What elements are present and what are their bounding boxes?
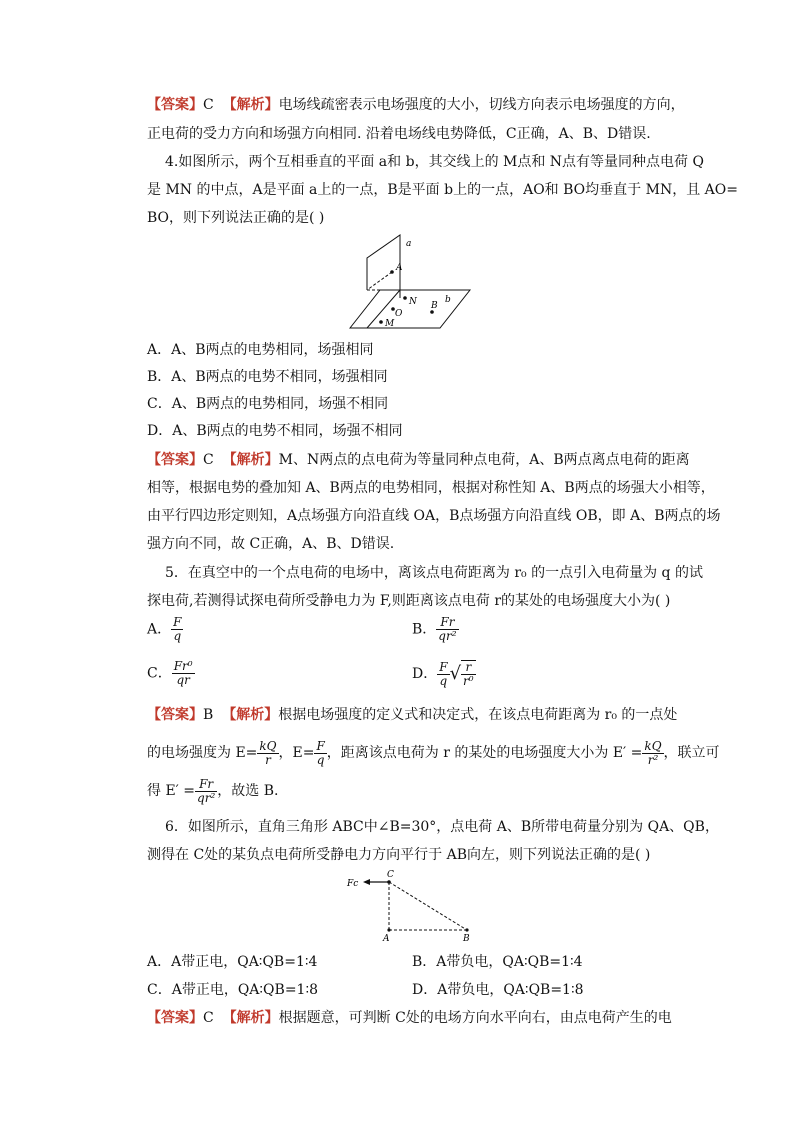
fraction: $\frac{Fr}{\text{qr²}}$ <box>197 776 216 805</box>
point-N <box>403 296 407 300</box>
q4-stem-line3: BO，则下列说法正确的是( ) <box>147 210 325 226</box>
point-M <box>379 320 383 324</box>
q6-triangle-figure <box>345 866 475 946</box>
q4-answer-line1: 【答案】C 【解析】M、N两点的点电荷为等量同种点电荷，A、B两点离点电荷的距离 <box>147 452 690 468</box>
explain-tag: 【解析】 <box>222 452 279 468</box>
explain-tag: 【解析】 <box>222 707 279 723</box>
fraction: $\frac{\text{Fr⁰}}{qr}$ <box>173 659 193 687</box>
q4-explain-line3: 由平行四边形定则知，A点场强方向沿直线 OA，B点场强方向沿直线 OB，即 A、B两点的场 <box>147 508 721 524</box>
explain-tag: 【解析】 <box>222 97 279 113</box>
q5-answer-line1: 【答案】B 【解析】根据电场强度的定义式和决定式，在该点电荷距离为 r₀ 的一点处 <box>147 707 678 723</box>
answer-tag: 【答案】 <box>147 97 203 113</box>
q6-answer-line1: 【答案】C 【解析】根据题意，可判断 C处的电场方向水平向右，由点电荷产生的电 <box>147 1010 672 1026</box>
q5-stem-line1: 5．在真空中的一个点电荷的电场中，离该点电荷距离为 r₀ 的一点引入电荷量为 q 的试 <box>165 565 703 581</box>
point-A <box>387 928 390 931</box>
q4-option-c: C．A、B两点的电势相同，场强不相同 <box>147 396 389 412</box>
fraction: $\frac{F}{q}$ <box>316 738 325 767</box>
q6-stem-line2: 测得在 C处的某负点电荷所受静电力方向平行于 AB向左，则下列说法正确的是( ) <box>147 847 651 863</box>
label-b: b <box>445 295 451 305</box>
label-A: A <box>396 263 403 273</box>
label-M: M <box>385 319 395 329</box>
fraction: $\frac{F}{q}$ <box>439 659 448 688</box>
q5-option-b: B． $\frac{Fr}{\text{qr²}}$ <box>412 615 457 643</box>
label-C: C <box>387 870 394 880</box>
plane-b <box>350 290 470 328</box>
label-B: B <box>463 934 470 944</box>
q4-option-a: A．A、B两点的电势相同，场强相同 <box>147 342 374 358</box>
point-C <box>387 880 391 884</box>
q6-option-a: A．A带正电，QA∶QB=1∶4 <box>147 954 318 970</box>
q6-option-b: B．A带负电，QA∶QB=1∶4 <box>412 954 583 970</box>
q6-stem-line1: 6．如图所示，直角三角形 ABC中∠B=30°，点电荷 A、B所带电荷量分别为 QA、QB， <box>165 819 719 835</box>
fraction: $\frac{kQ}{r}$ <box>259 738 277 767</box>
q4-explain-line4: 强方向不同，故 C正确，A、B、D错误. <box>147 536 395 552</box>
q3-answer-line1: 【答案】C 【解析】电场线疏密表示电场强度的大小，切线方向表示电场强度的方向， <box>147 97 685 113</box>
fraction: $\frac{F}{q}$ <box>173 615 182 643</box>
q3-answer-line2: 正电荷的受力方向和场强方向相同. 沿着电场线电势降低，C正确，A、B、D错误. <box>147 126 651 142</box>
explain-tag: 【解析】 <box>222 1010 279 1026</box>
side-CB <box>389 882 467 930</box>
arrow-head <box>363 879 370 885</box>
point-B <box>465 928 468 931</box>
label-B: B <box>431 301 438 311</box>
fraction: $\frac{r}{\text{r⁰}}$ <box>463 660 474 688</box>
q5-stem-line2: 探电荷,若测得试探电荷所受静电力为 F,则距离该点电荷 r的某处的电场强度大小为( ) <box>147 593 671 609</box>
q5-option-a: A． $\frac{F}{q}$ <box>147 615 182 643</box>
answer-tag: 【答案】 <box>147 707 203 723</box>
q4-stem-line1: 4.如图所示，两个互相垂直的平面 a和 b，其交线上的 M点和 N点有等量同种点电荷 Q <box>165 154 704 170</box>
q5-option-c: C． $\frac{\text{Fr⁰}}{qr}$ <box>147 659 193 687</box>
q5-option-d: D． $\frac{F}{q}$ √ $\frac{r}{\text{r⁰}}$ <box>412 659 474 688</box>
q4-option-d: D．A、B两点的电势不相同，场强不相同 <box>147 423 403 439</box>
q4-planes-figure <box>345 230 475 332</box>
q4-explain-line2: 相等，根据电势的叠加知 A、B两点的电势相同，根据对称性知 A、B两点的场强大小相等， <box>147 480 715 496</box>
q5-explain-line2: 的电场强度为 E= $\frac{kQ}{r}$ ，E= $\frac{F}{q}$ ，距离该点电荷为 r 的某处的电场强度大小为 E′ = $\frac{kQ}{\text{r²}}$ ，联立可 <box>147 738 720 767</box>
fraction: $\frac{Fr}{\text{qr²}}$ <box>438 615 457 643</box>
fraction: $\frac{kQ}{\text{r²}}$ <box>644 738 662 767</box>
q5-explain-line3: 得 E′ = $\frac{Fr}{\text{qr²}}$ ，故选 B. <box>147 776 279 805</box>
answer-tag: 【答案】 <box>147 452 203 468</box>
q6-option-c: C．A带正电，QA∶QB=1∶8 <box>147 982 319 998</box>
answer-tag: 【答案】 <box>147 1010 203 1026</box>
label-O: O <box>395 309 403 319</box>
q4-stem-line2: 是 MN 的中点，A是平面 a上的一点，B是平面 b上的一点，AO和 BO均垂直于 MN，且 AO= <box>147 182 738 198</box>
point-A <box>390 270 394 274</box>
label-a: a <box>406 239 412 249</box>
sqrt-sign: √ <box>449 663 462 684</box>
label-N: N <box>409 297 417 307</box>
label-A: A <box>383 934 390 944</box>
q4-option-b: B．A、B两点的电势不相同，场强相同 <box>147 369 388 385</box>
q6-option-d: D．A带负电，QA∶QB=1∶8 <box>412 982 584 998</box>
label-Fc: Fc <box>347 879 359 889</box>
line-AO <box>367 272 392 290</box>
